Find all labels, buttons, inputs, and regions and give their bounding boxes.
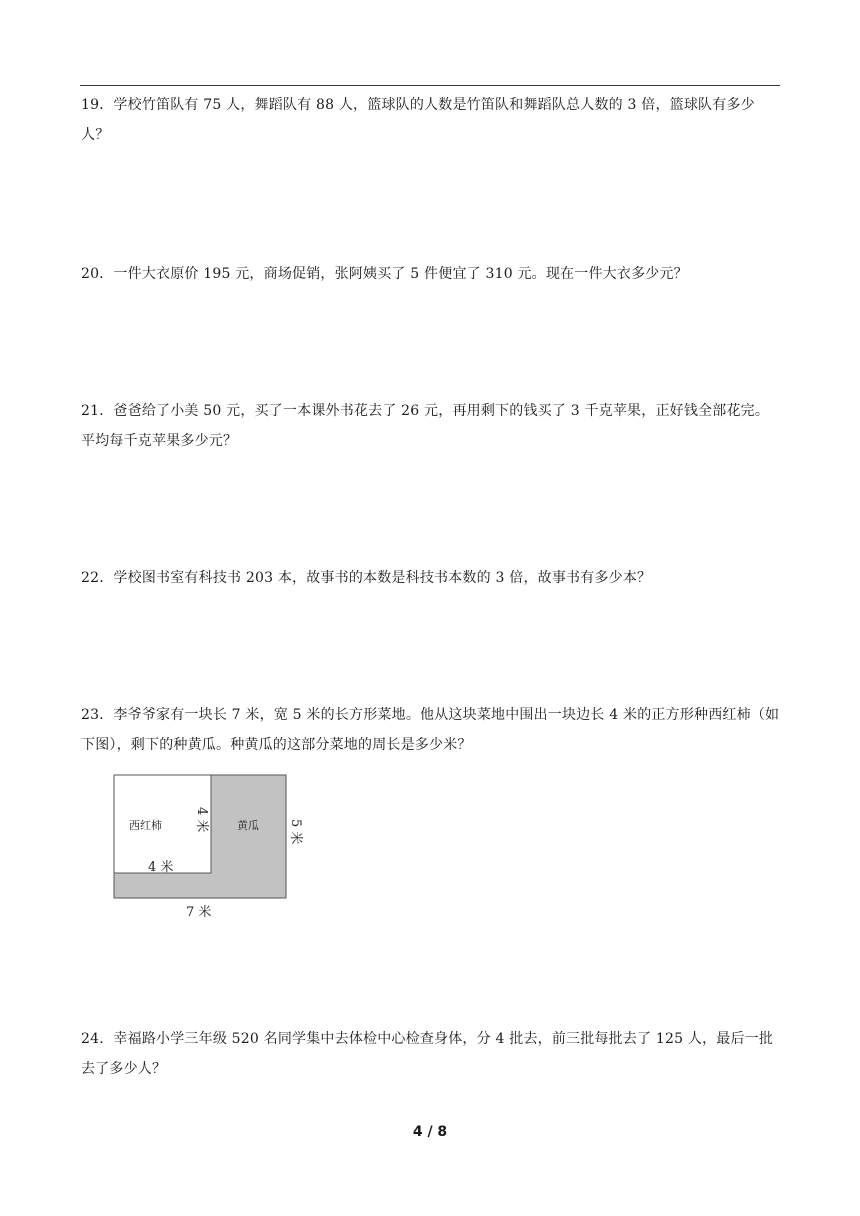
- width-label: 5 米: [288, 819, 303, 845]
- header-rule: [80, 85, 780, 86]
- garden-diagram: [112, 773, 312, 923]
- garden-figure: [112, 773, 312, 923]
- question-22: 22．学校图书室有科技书 203 本，故事书的本数是科技书本数的 3 倍，故事书有多少本？: [81, 570, 652, 586]
- square-side-label: 4 米: [194, 807, 209, 833]
- page-number: 4 / 8: [412, 1124, 448, 1140]
- cucumber-label: 黄瓜: [237, 819, 259, 832]
- tomato-label: 西红柿: [129, 819, 162, 832]
- question-21: 21．爸爸给了小美 50 元，买了一本课外书花去了 26 元，再用剩下的钱买了 3 千克苹果，正好钱全部花完。平均每千克苹果多少元？: [81, 403, 770, 449]
- question-23: 23．李爷爷家有一块长 7 米，宽 5 米的长方形菜地。他从这块菜地中围出一块边长 4 米的正方形种西红柿（如下图），剩下的种黄瓜。种黄瓜的这部分菜地的周长是多少米？: [81, 707, 780, 753]
- square-bottom-label: 4 米: [148, 860, 174, 875]
- question-20: 20．一件大衣原价 195 元，商场促销，张阿姨买了 5 件便宜了 310 元。现在一件大衣多少元？: [81, 266, 688, 282]
- length-label: 7 米: [186, 905, 212, 920]
- question-24: 24．幸福路小学三年级 520 名同学集中去体检中心检查身体，分 4 批去，前三批每批去了 125 人，最后一批去了多少人？: [81, 1031, 774, 1077]
- question-19: 19．学校竹笛队有 75 人，舞蹈队有 88 人，篮球队的人数是竹笛队和舞蹈队总人数的 3 倍，篮球队有多少人？: [81, 97, 755, 143]
